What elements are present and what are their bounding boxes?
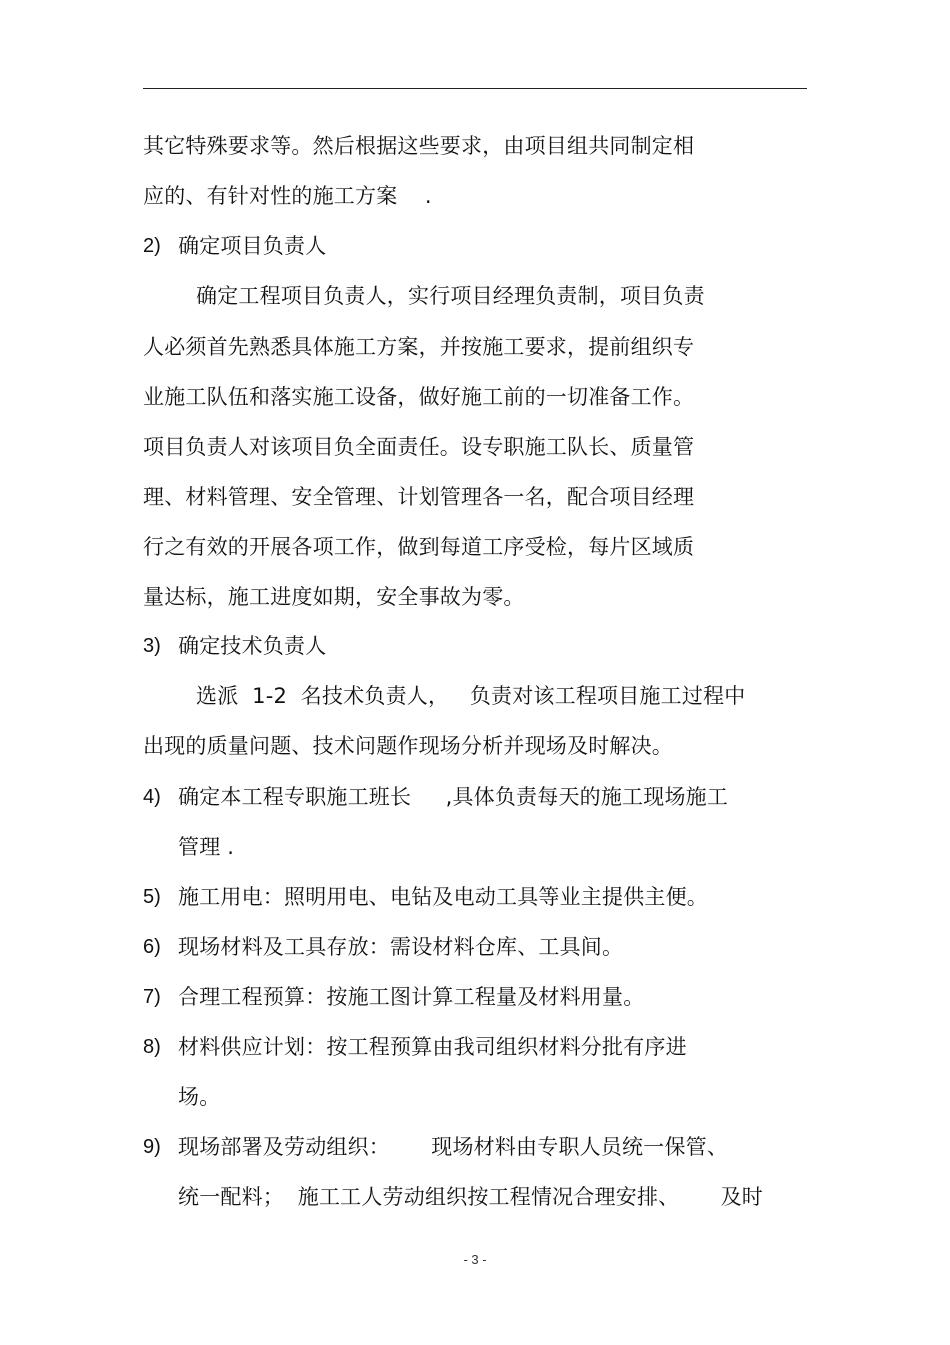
list-number: 9) <box>143 1136 161 1158</box>
header-rule <box>143 88 807 89</box>
text-line: 出现的质量问题、技术问题作现场分析并现场及时解决。 <box>143 734 673 758</box>
text-line: 其它特殊要求等。然后根据这些要求，由项目组共同制定相 <box>143 134 695 158</box>
text-line: 业施工队伍和落实施工设备，做好施工前的一切准备工作。 <box>143 385 695 409</box>
list-item: 现场材料及工具存放：需设材料仓库、工具间。 <box>178 935 624 959</box>
list-item-heading: 确定技术负责人 <box>178 634 327 658</box>
list-number: 6) <box>143 936 161 958</box>
text-line: 人必须首先熟悉具体施工方案，并按施工要求，提前组织专 <box>143 335 695 359</box>
list-number: 2) <box>143 235 161 257</box>
list-number: 8) <box>143 1036 161 1058</box>
list-number: 4) <box>143 786 161 808</box>
list-item: 确定本工程专职施工班长 ,具体负责每天的施工现场施工 <box>178 785 729 809</box>
list-number: 3) <box>143 635 161 657</box>
list-number: 5) <box>143 886 161 908</box>
list-item-heading: 确定项目负责人 <box>178 234 327 258</box>
text-line: 选派 1-2 名技术负责人， 负责对该工程项目施工过程中 <box>196 684 746 708</box>
list-item: 现场部署及劳动组织： 现场材料由专职人员统一保管、 <box>178 1135 729 1159</box>
text-line: 确定工程项目负责人，实行项目经理负责制，项目负责 <box>196 284 705 308</box>
list-item: 合理工程预算：按施工图计算工程量及材料用量。 <box>178 985 645 1009</box>
list-item-continuation: 场。 <box>178 1085 221 1109</box>
text-line: 行之有效的开展各项工作，做到每道工序受检，每片区域质 <box>143 535 695 559</box>
text-line: 应的、有针对性的施工方案 . <box>143 184 432 208</box>
list-item-continuation: 管理 . <box>178 835 235 859</box>
list-item: 材料供应计划：按工程预算由我司组织材料分批有序进 <box>178 1035 687 1059</box>
text-line: 理、材料管理、安全管理、计划管理各一名，配合项目经理 <box>143 485 695 509</box>
list-item: 施工用电：照明用电、电钻及电动工具等业主提供主便。 <box>178 885 708 909</box>
list-item-continuation: 统一配料； 施工工人劳动组织按工程情况合理安排、 及时 <box>178 1185 763 1209</box>
list-number: 7) <box>143 986 161 1008</box>
page-number: - 3 - <box>463 1252 487 1267</box>
text-line: 量达标，施工进度如期，安全事故为零。 <box>143 585 525 609</box>
text-line: 项目负责人对该项目负全面责任。设专职施工队长、质量管 <box>143 435 695 459</box>
